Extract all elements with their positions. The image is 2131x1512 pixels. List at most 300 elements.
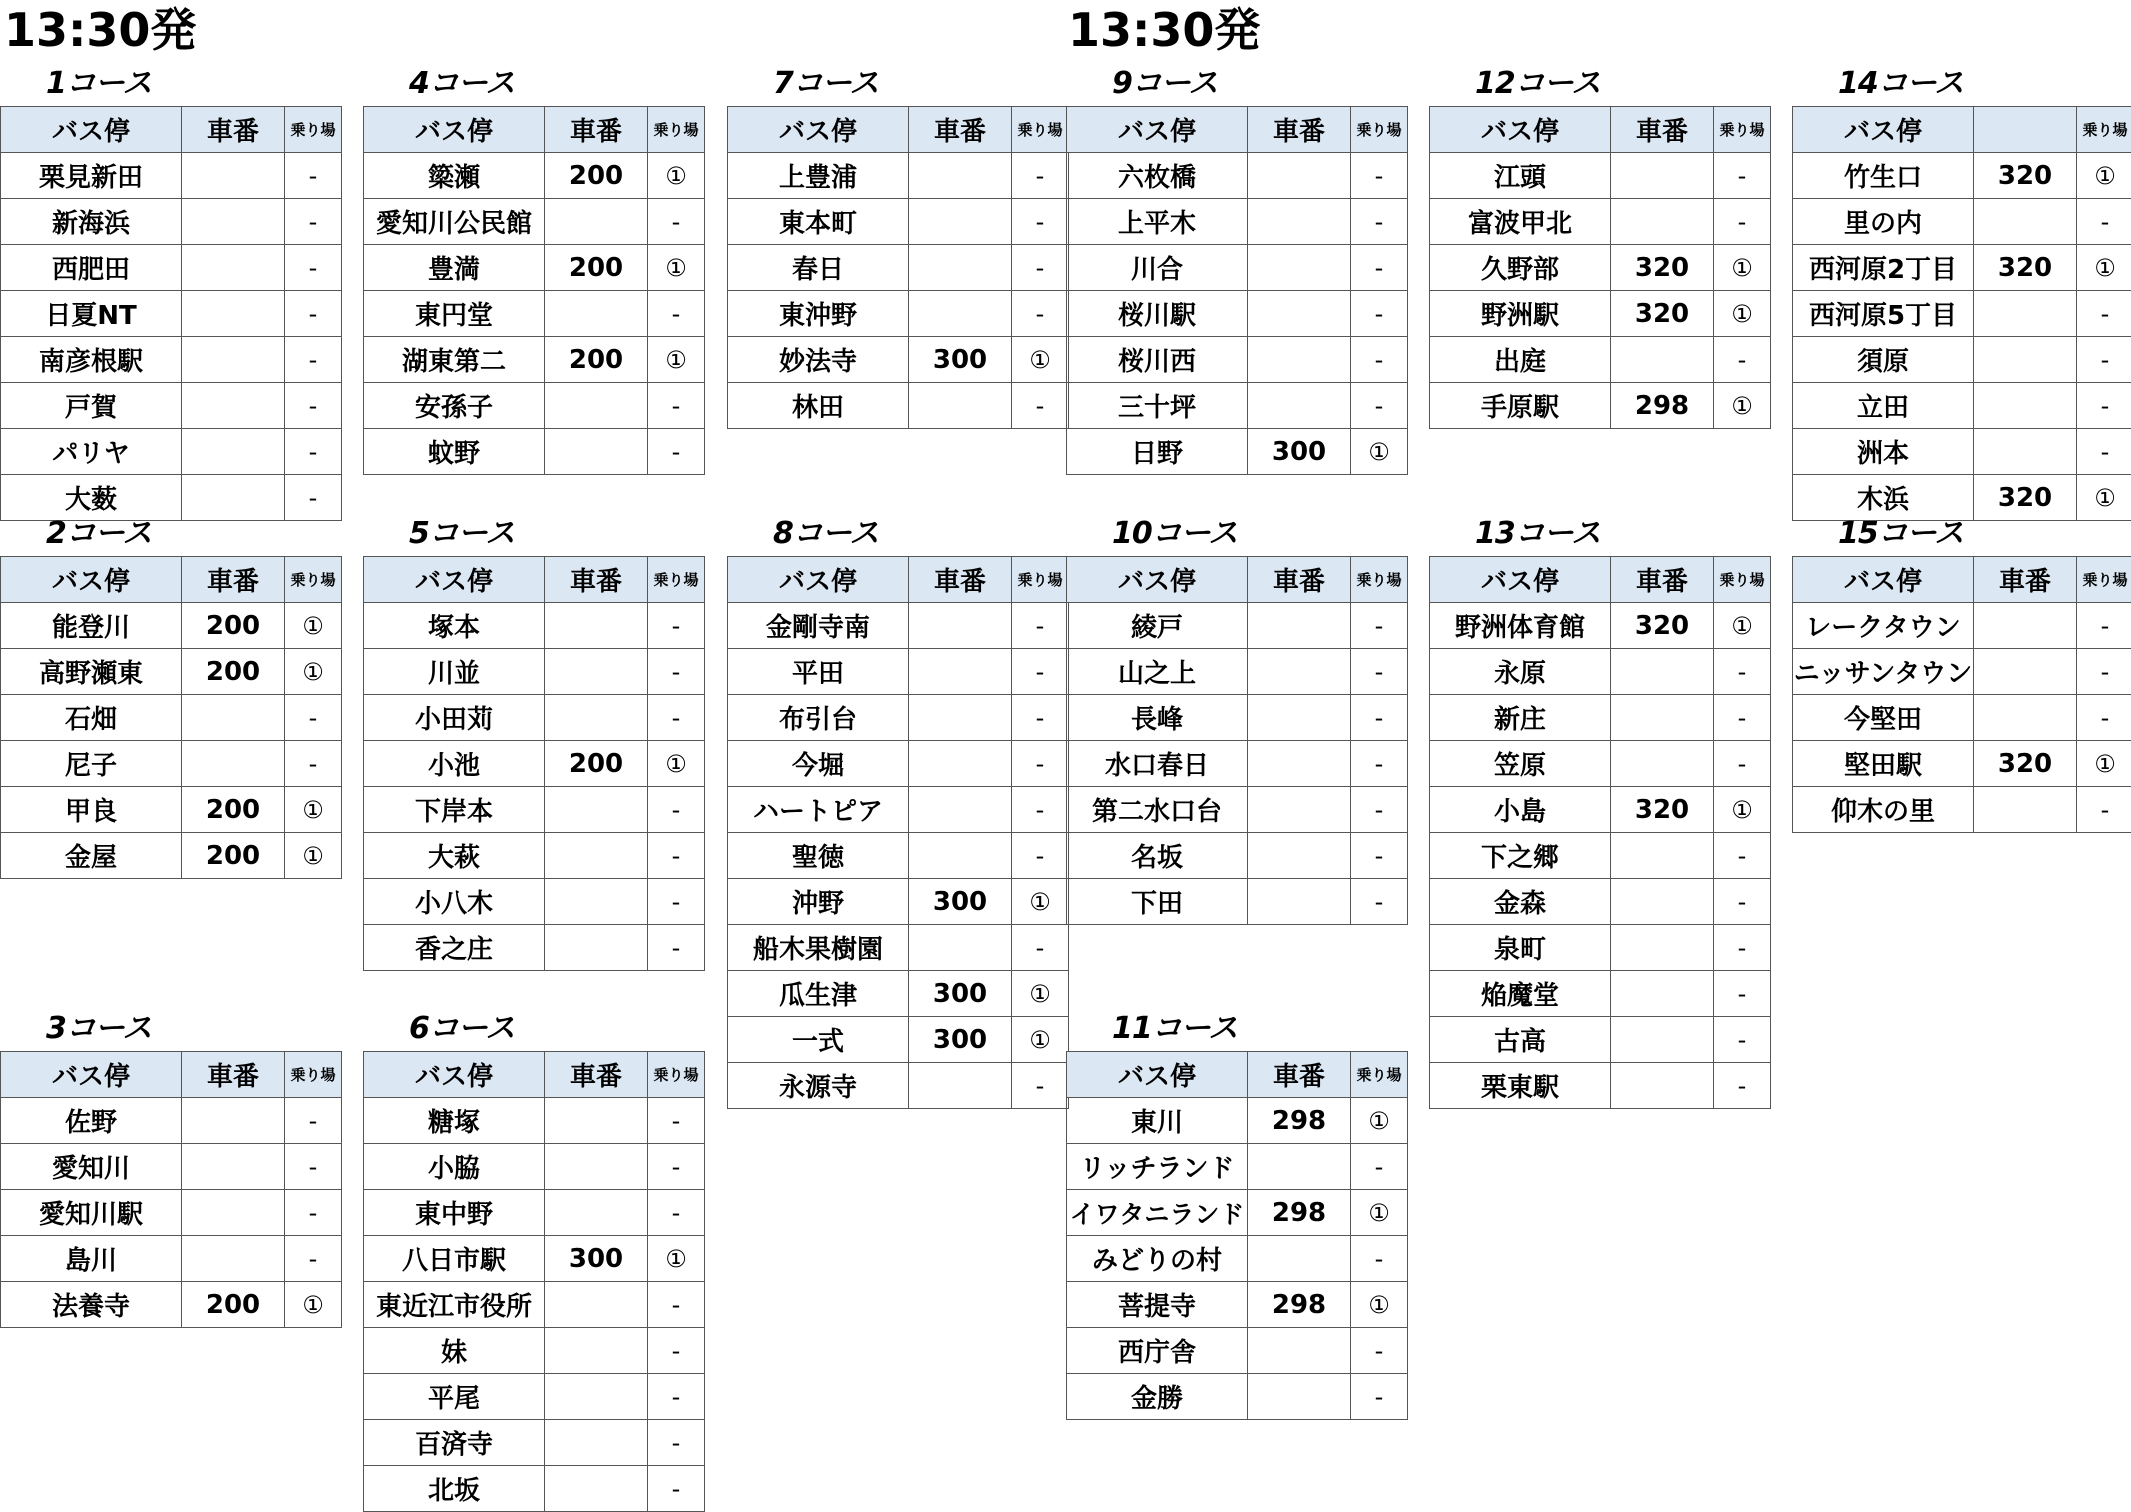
table-row xyxy=(728,833,1069,879)
table-row xyxy=(1,383,342,429)
bus-stop-name: 木浜 xyxy=(1793,475,1974,521)
column-header-car: 車番 xyxy=(182,1052,285,1098)
header-row xyxy=(1067,1052,1408,1098)
course-table xyxy=(363,1051,705,1512)
car-number xyxy=(1974,199,2077,245)
table-row xyxy=(1793,337,2131,383)
table-row xyxy=(1,695,342,741)
table-row xyxy=(364,1098,705,1144)
car-number: 200 xyxy=(182,833,285,879)
boarding-platform: - xyxy=(1714,833,1771,879)
column-header-car xyxy=(1974,107,2077,153)
course-6 xyxy=(363,1051,705,1512)
car-number: 200 xyxy=(182,649,285,695)
car-number xyxy=(182,199,285,245)
boarding-platform: - xyxy=(648,925,705,971)
bus-stop-name: 東近江市役所 xyxy=(364,1282,545,1328)
table-row xyxy=(1430,337,1771,383)
car-number xyxy=(545,1098,648,1144)
car-number xyxy=(182,383,285,429)
bus-stop-name: 日夏NT xyxy=(1,291,182,337)
bus-stop-name: 仰木の里 xyxy=(1793,787,1974,833)
course-table xyxy=(0,1051,342,1328)
bus-stop-name: 川合 xyxy=(1067,245,1248,291)
car-number: 320 xyxy=(1974,741,2077,787)
table-row xyxy=(1430,1063,1771,1109)
column-header-platform: 乗り場 xyxy=(1351,557,1408,603)
car-number xyxy=(1248,337,1351,383)
boarding-platform: ① xyxy=(2077,245,2131,291)
column-header-stop: バス停 xyxy=(1067,107,1248,153)
table-row xyxy=(1793,741,2131,787)
car-number xyxy=(1611,971,1714,1017)
car-number xyxy=(182,153,285,199)
bus-stop-name: ニッサンタウン xyxy=(1793,649,1974,695)
car-number xyxy=(1974,603,2077,649)
car-number xyxy=(1974,383,2077,429)
car-number: 298 xyxy=(1611,383,1714,429)
bus-stop-name: 上平木 xyxy=(1067,199,1248,245)
car-number: 200 xyxy=(182,787,285,833)
boarding-platform: - xyxy=(1351,1374,1408,1420)
bus-stop-name: 豊満 xyxy=(364,245,545,291)
boarding-platform: ① xyxy=(648,741,705,787)
table-row xyxy=(1067,649,1408,695)
bus-stop-name: 佐野 xyxy=(1,1098,182,1144)
bus-stop-name: 立田 xyxy=(1793,383,1974,429)
course-title: 1コース xyxy=(46,66,151,102)
course-table xyxy=(1066,1051,1408,1420)
table-row xyxy=(728,879,1069,925)
car-number xyxy=(182,1190,285,1236)
car-number xyxy=(1611,337,1714,383)
boarding-platform: ① xyxy=(648,1236,705,1282)
boarding-platform: - xyxy=(1351,1144,1408,1190)
boarding-platform: - xyxy=(2077,787,2131,833)
column-header-platform: 乗り場 xyxy=(1012,107,1069,153)
bus-stop-name: 安孫子 xyxy=(364,383,545,429)
table-row xyxy=(1067,603,1408,649)
table-row xyxy=(364,383,705,429)
bus-stop-name: 沖野 xyxy=(728,879,909,925)
car-number xyxy=(182,1144,285,1190)
table-row xyxy=(1793,603,2131,649)
column-header-platform: 乗り場 xyxy=(648,1052,705,1098)
bus-stop-name: 愛知川 xyxy=(1,1144,182,1190)
header-row xyxy=(1067,107,1408,153)
table-row xyxy=(1,1236,342,1282)
table-row xyxy=(1430,291,1771,337)
column-header-stop: バス停 xyxy=(1067,1052,1248,1098)
boarding-platform: - xyxy=(1714,649,1771,695)
bus-stop-name: 妹 xyxy=(364,1328,545,1374)
table-row xyxy=(1430,199,1771,245)
boarding-platform: - xyxy=(1012,1063,1069,1109)
column-header-platform: 乗り場 xyxy=(648,107,705,153)
course-2 xyxy=(0,556,342,879)
table-row xyxy=(1430,925,1771,971)
table-row xyxy=(1067,383,1408,429)
header-row xyxy=(1,107,342,153)
bus-stop-name: 東沖野 xyxy=(728,291,909,337)
bus-stop-name: 桜川西 xyxy=(1067,337,1248,383)
boarding-platform: ① xyxy=(2077,475,2131,521)
car-number xyxy=(1974,337,2077,383)
course-4 xyxy=(363,106,705,475)
table-row xyxy=(1430,741,1771,787)
car-number xyxy=(1248,1236,1351,1282)
course-table xyxy=(727,106,1069,429)
table-row xyxy=(1067,337,1408,383)
course-table xyxy=(1429,556,1771,1109)
car-number xyxy=(182,1236,285,1282)
table-row xyxy=(1067,1236,1408,1282)
course-12 xyxy=(1429,106,1771,429)
column-header-stop: バス停 xyxy=(1793,557,1974,603)
bus-stop-name: 糖塚 xyxy=(364,1098,545,1144)
course-title: 3コース xyxy=(46,1011,151,1047)
bus-stop-name: 西河原5丁目 xyxy=(1793,291,1974,337)
car-number: 200 xyxy=(545,741,648,787)
table-row xyxy=(1067,1328,1408,1374)
course-7 xyxy=(727,106,1069,429)
car-number xyxy=(1611,879,1714,925)
table-row xyxy=(1430,153,1771,199)
car-number xyxy=(1248,153,1351,199)
boarding-platform: - xyxy=(2077,429,2131,475)
column-header-platform: 乗り場 xyxy=(2077,107,2131,153)
table-row xyxy=(1,1282,342,1328)
car-number xyxy=(545,649,648,695)
boarding-platform: - xyxy=(2077,291,2131,337)
bus-stop-name: 永原 xyxy=(1430,649,1611,695)
bus-stop-name: 東本町 xyxy=(728,199,909,245)
car-number: 200 xyxy=(545,153,648,199)
table-row xyxy=(1793,475,2131,521)
table-row xyxy=(1,429,342,475)
car-number: 298 xyxy=(1248,1190,1351,1236)
bus-stop-name: 東川 xyxy=(1067,1098,1248,1144)
table-row xyxy=(1430,787,1771,833)
car-number xyxy=(545,383,648,429)
boarding-platform: - xyxy=(1351,879,1408,925)
boarding-platform: - xyxy=(648,1144,705,1190)
car-number xyxy=(1974,695,2077,741)
table-row xyxy=(364,833,705,879)
table-row xyxy=(1,337,342,383)
course-title: 15コース xyxy=(1838,516,1963,552)
column-header-stop: バス停 xyxy=(1067,557,1248,603)
bus-stop-name: 八日市駅 xyxy=(364,1236,545,1282)
boarding-platform: - xyxy=(1351,649,1408,695)
bus-stop-name: 長峰 xyxy=(1067,695,1248,741)
table-row xyxy=(1,787,342,833)
car-number xyxy=(1611,153,1714,199)
car-number: 320 xyxy=(1611,291,1714,337)
boarding-platform: ① xyxy=(1012,337,1069,383)
car-number xyxy=(1248,787,1351,833)
boarding-platform: - xyxy=(648,383,705,429)
table-row xyxy=(364,153,705,199)
header-row xyxy=(728,557,1069,603)
table-row xyxy=(1,475,342,521)
car-number xyxy=(545,695,648,741)
bus-stop-name: 香之庄 xyxy=(364,925,545,971)
course-title: 10コース xyxy=(1112,516,1237,552)
boarding-platform: - xyxy=(1012,925,1069,971)
boarding-platform: - xyxy=(648,291,705,337)
table-row xyxy=(1067,787,1408,833)
boarding-platform: ① xyxy=(285,787,342,833)
bus-stop-name: 平田 xyxy=(728,649,909,695)
car-number xyxy=(1611,199,1714,245)
course-11 xyxy=(1066,1051,1408,1420)
bus-stop-name: 金剛寺南 xyxy=(728,603,909,649)
column-header-platform: 乗り場 xyxy=(1012,557,1069,603)
bus-stop-name: リッチランド xyxy=(1067,1144,1248,1190)
car-number xyxy=(182,695,285,741)
course-table xyxy=(0,106,342,521)
car-number xyxy=(1248,245,1351,291)
car-number xyxy=(182,245,285,291)
bus-stop-name: 下田 xyxy=(1067,879,1248,925)
table-row xyxy=(1,833,342,879)
bus-stop-name: みどりの村 xyxy=(1067,1236,1248,1282)
table-row xyxy=(728,337,1069,383)
car-number xyxy=(1611,649,1714,695)
table-row xyxy=(1793,383,2131,429)
boarding-platform: ① xyxy=(285,1282,342,1328)
course-title: 8コース xyxy=(773,516,878,552)
course-title: 2コース xyxy=(46,516,151,552)
boarding-platform: - xyxy=(1012,245,1069,291)
header-row xyxy=(1793,557,2131,603)
bus-stop-name: 戸賀 xyxy=(1,383,182,429)
table-row xyxy=(1793,787,2131,833)
table-row xyxy=(1067,199,1408,245)
column-header-platform: 乗り場 xyxy=(2077,557,2131,603)
table-row xyxy=(1793,695,2131,741)
course-15 xyxy=(1792,556,2131,833)
boarding-platform: ① xyxy=(1714,787,1771,833)
boarding-platform: - xyxy=(1012,153,1069,199)
table-row xyxy=(1430,649,1771,695)
boarding-platform: ① xyxy=(1351,429,1408,475)
table-row xyxy=(364,879,705,925)
table-row xyxy=(1,649,342,695)
boarding-platform: - xyxy=(2077,199,2131,245)
table-row xyxy=(728,787,1069,833)
boarding-platform: - xyxy=(1351,741,1408,787)
table-row xyxy=(1067,741,1408,787)
course-table xyxy=(1792,556,2131,833)
boarding-platform: - xyxy=(648,695,705,741)
header-row xyxy=(1793,107,2131,153)
table-row xyxy=(1793,649,2131,695)
car-number: 200 xyxy=(182,1282,285,1328)
car-number xyxy=(909,383,1012,429)
car-number xyxy=(909,153,1012,199)
table-row xyxy=(1,199,342,245)
table-row xyxy=(1067,879,1408,925)
car-number xyxy=(909,603,1012,649)
table-row xyxy=(728,741,1069,787)
table-row xyxy=(1430,1017,1771,1063)
car-number: 298 xyxy=(1248,1282,1351,1328)
course-title: 13コース xyxy=(1475,516,1600,552)
column-header-platform: 乗り場 xyxy=(1714,107,1771,153)
table-row xyxy=(364,649,705,695)
course-10 xyxy=(1066,556,1408,925)
column-header-stop: バス停 xyxy=(1,107,182,153)
car-number xyxy=(1611,1017,1714,1063)
bus-stop-name: 栗東駅 xyxy=(1430,1063,1611,1109)
car-number: 200 xyxy=(182,603,285,649)
table-row xyxy=(1,245,342,291)
table-row xyxy=(1067,1282,1408,1328)
boarding-platform: - xyxy=(1714,925,1771,971)
header-row xyxy=(364,1052,705,1098)
bus-stop-name: 金森 xyxy=(1430,879,1611,925)
header-row xyxy=(1430,557,1771,603)
boarding-platform: - xyxy=(285,429,342,475)
boarding-platform: - xyxy=(1351,153,1408,199)
table-row xyxy=(1,291,342,337)
bus-stop-name: 野洲体育館 xyxy=(1430,603,1611,649)
car-number xyxy=(545,199,648,245)
boarding-platform: - xyxy=(648,603,705,649)
table-row xyxy=(1,741,342,787)
table-row xyxy=(1430,695,1771,741)
course-table xyxy=(1792,106,2131,521)
car-number xyxy=(909,925,1012,971)
header-row xyxy=(728,107,1069,153)
table-row xyxy=(364,429,705,475)
boarding-platform: - xyxy=(285,1144,342,1190)
course-title: 7コース xyxy=(773,66,878,102)
car-number: 300 xyxy=(909,1017,1012,1063)
column-header-stop: バス停 xyxy=(364,557,545,603)
car-number xyxy=(182,475,285,521)
car-number xyxy=(545,879,648,925)
car-number xyxy=(1248,603,1351,649)
boarding-platform: - xyxy=(648,1190,705,1236)
boarding-platform: - xyxy=(1012,603,1069,649)
car-number xyxy=(182,337,285,383)
bus-stop-name: 永源寺 xyxy=(728,1063,909,1109)
car-number: 320 xyxy=(1974,475,2077,521)
car-number xyxy=(182,1098,285,1144)
car-number xyxy=(545,925,648,971)
column-header-car: 車番 xyxy=(545,107,648,153)
table-row xyxy=(364,1190,705,1236)
column-header-platform: 乗り場 xyxy=(285,1052,342,1098)
boarding-platform: - xyxy=(1351,695,1408,741)
column-header-stop: バス停 xyxy=(728,557,909,603)
bus-stop-name: 手原駅 xyxy=(1430,383,1611,429)
bus-stop-name: 綾戸 xyxy=(1067,603,1248,649)
bus-stop-name: 下之郷 xyxy=(1430,833,1611,879)
bus-stop-name: 泉町 xyxy=(1430,925,1611,971)
table-row xyxy=(364,1374,705,1420)
bus-stop-name: 六枚橋 xyxy=(1067,153,1248,199)
bus-stop-name: 大萩 xyxy=(364,833,545,879)
bus-stop-name: ハートピア xyxy=(728,787,909,833)
table-row xyxy=(364,1236,705,1282)
bus-stop-name: 東円堂 xyxy=(364,291,545,337)
boarding-platform: - xyxy=(1012,291,1069,337)
bus-stop-name: 川並 xyxy=(364,649,545,695)
car-number xyxy=(1974,429,2077,475)
car-number: 300 xyxy=(1248,429,1351,475)
car-number xyxy=(545,1420,648,1466)
car-number: 320 xyxy=(1611,603,1714,649)
header-row xyxy=(1,557,342,603)
car-number xyxy=(545,1144,648,1190)
car-number xyxy=(1248,833,1351,879)
bus-stop-name: 愛知川公民館 xyxy=(364,199,545,245)
column-header-platform: 乗り場 xyxy=(1714,557,1771,603)
boarding-platform: ① xyxy=(1351,1190,1408,1236)
car-number xyxy=(909,649,1012,695)
column-header-platform: 乗り場 xyxy=(285,557,342,603)
column-header-car: 車番 xyxy=(182,107,285,153)
boarding-platform: - xyxy=(285,199,342,245)
boarding-platform: - xyxy=(1351,603,1408,649)
column-header-stop: バス停 xyxy=(364,107,545,153)
car-number xyxy=(909,245,1012,291)
boarding-platform: - xyxy=(285,1098,342,1144)
boarding-platform: - xyxy=(1714,1063,1771,1109)
table-row xyxy=(728,649,1069,695)
table-row xyxy=(1,1190,342,1236)
car-number: 320 xyxy=(1611,245,1714,291)
boarding-platform: - xyxy=(2077,603,2131,649)
boarding-platform: - xyxy=(1351,199,1408,245)
boarding-platform: - xyxy=(1012,383,1069,429)
boarding-platform: ① xyxy=(285,833,342,879)
car-number xyxy=(909,1063,1012,1109)
bus-stop-name: 下岸本 xyxy=(364,787,545,833)
header-row xyxy=(364,107,705,153)
car-number xyxy=(1611,741,1714,787)
column-header-car: 車番 xyxy=(1611,557,1714,603)
course-8 xyxy=(727,556,1069,1109)
bus-stop-name: 簗瀬 xyxy=(364,153,545,199)
table-row xyxy=(1793,153,2131,199)
table-row xyxy=(364,1282,705,1328)
boarding-platform: - xyxy=(1351,337,1408,383)
table-row xyxy=(728,1017,1069,1063)
car-number xyxy=(909,787,1012,833)
boarding-platform: ① xyxy=(648,153,705,199)
column-header-stop: バス停 xyxy=(1430,557,1611,603)
table-row xyxy=(364,603,705,649)
bus-stop-name: 上豊浦 xyxy=(728,153,909,199)
bus-stop-name: 第二水口台 xyxy=(1067,787,1248,833)
boarding-platform: - xyxy=(1714,153,1771,199)
column-header-stop: バス停 xyxy=(1,557,182,603)
course-13 xyxy=(1429,556,1771,1109)
table-row xyxy=(728,925,1069,971)
bus-stop-name: 湖東第二 xyxy=(364,337,545,383)
boarding-platform: ① xyxy=(2077,153,2131,199)
column-header-stop: バス停 xyxy=(1793,107,1974,153)
table-row xyxy=(728,245,1069,291)
bus-stop-name: 今堀 xyxy=(728,741,909,787)
course-table xyxy=(727,556,1069,1109)
column-header-stop: バス停 xyxy=(364,1052,545,1098)
